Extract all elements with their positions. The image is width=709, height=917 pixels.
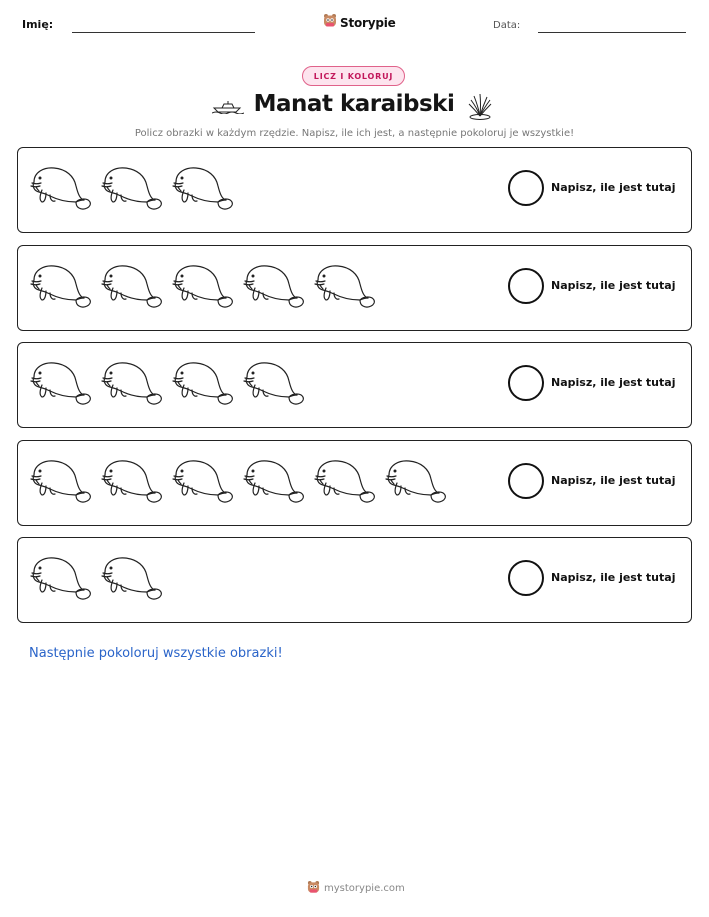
manatee-icon [28,359,92,407]
manatee-icon [28,554,92,602]
answer-circle[interactable] [508,560,544,596]
name-label: Imię: [22,18,54,31]
manatee-icon [28,262,92,310]
manatee-icon [99,457,163,505]
counting-row [17,147,692,233]
manatee-icon [241,359,305,407]
coloring-note: Następnie pokoloruj wszystkie obrazki! [29,646,283,661]
activity-badge: LICZ I KOLORUJ [302,66,405,86]
name-field-line[interactable] [72,32,255,33]
manatee-icon [99,262,163,310]
manatee-icon [170,262,234,310]
picture-group [28,457,447,505]
manatee-icon [28,457,92,505]
manatee-icon [99,554,163,602]
answer-circle[interactable] [508,170,544,206]
storypie-logo-icon [307,879,320,898]
manatee-icon [170,359,234,407]
picture-group [28,164,234,212]
counting-row [17,245,692,331]
brand-name: Storypie [340,15,396,30]
manatee-icon [99,359,163,407]
answer-prompt: Napisz, ile jest tutaj [551,474,676,487]
manatee-icon [99,164,163,212]
answer-prompt: Napisz, ile jest tutaj [551,376,676,389]
manatee-icon [312,262,376,310]
footer-site: mystorypie.com [324,883,405,894]
date-label: Data: [493,20,521,31]
date-field-line[interactable] [538,32,686,33]
manatee-icon [170,457,234,505]
manatee-icon [241,457,305,505]
counting-row [17,537,692,623]
answer-circle[interactable] [508,365,544,401]
answer-circle[interactable] [508,268,544,304]
manatee-icon [28,164,92,212]
picture-group [28,262,376,310]
page-title: Manat karaibski [253,91,455,117]
boat-icon [212,99,244,118]
manatee-icon [170,164,234,212]
picture-group [28,554,163,602]
manatee-icon [241,262,305,310]
storypie-logo-icon [323,13,337,32]
answer-prompt: Napisz, ile jest tutaj [551,571,676,584]
brand [323,13,396,32]
manatee-icon [312,457,376,505]
footer [307,879,405,898]
answer-circle[interactable] [508,463,544,499]
manatee-icon [383,457,447,505]
seagrass-icon [466,92,494,124]
counting-row [17,342,692,428]
instructions: Policz obrazki w każdym rzędzie. Napisz, ile ich jest, a następnie pokoloruj je wszystkie! [134,128,575,139]
answer-prompt: Napisz, ile jest tutaj [551,181,676,194]
picture-group [28,359,305,407]
answer-prompt: Napisz, ile jest tutaj [551,279,676,292]
counting-row [17,440,692,526]
